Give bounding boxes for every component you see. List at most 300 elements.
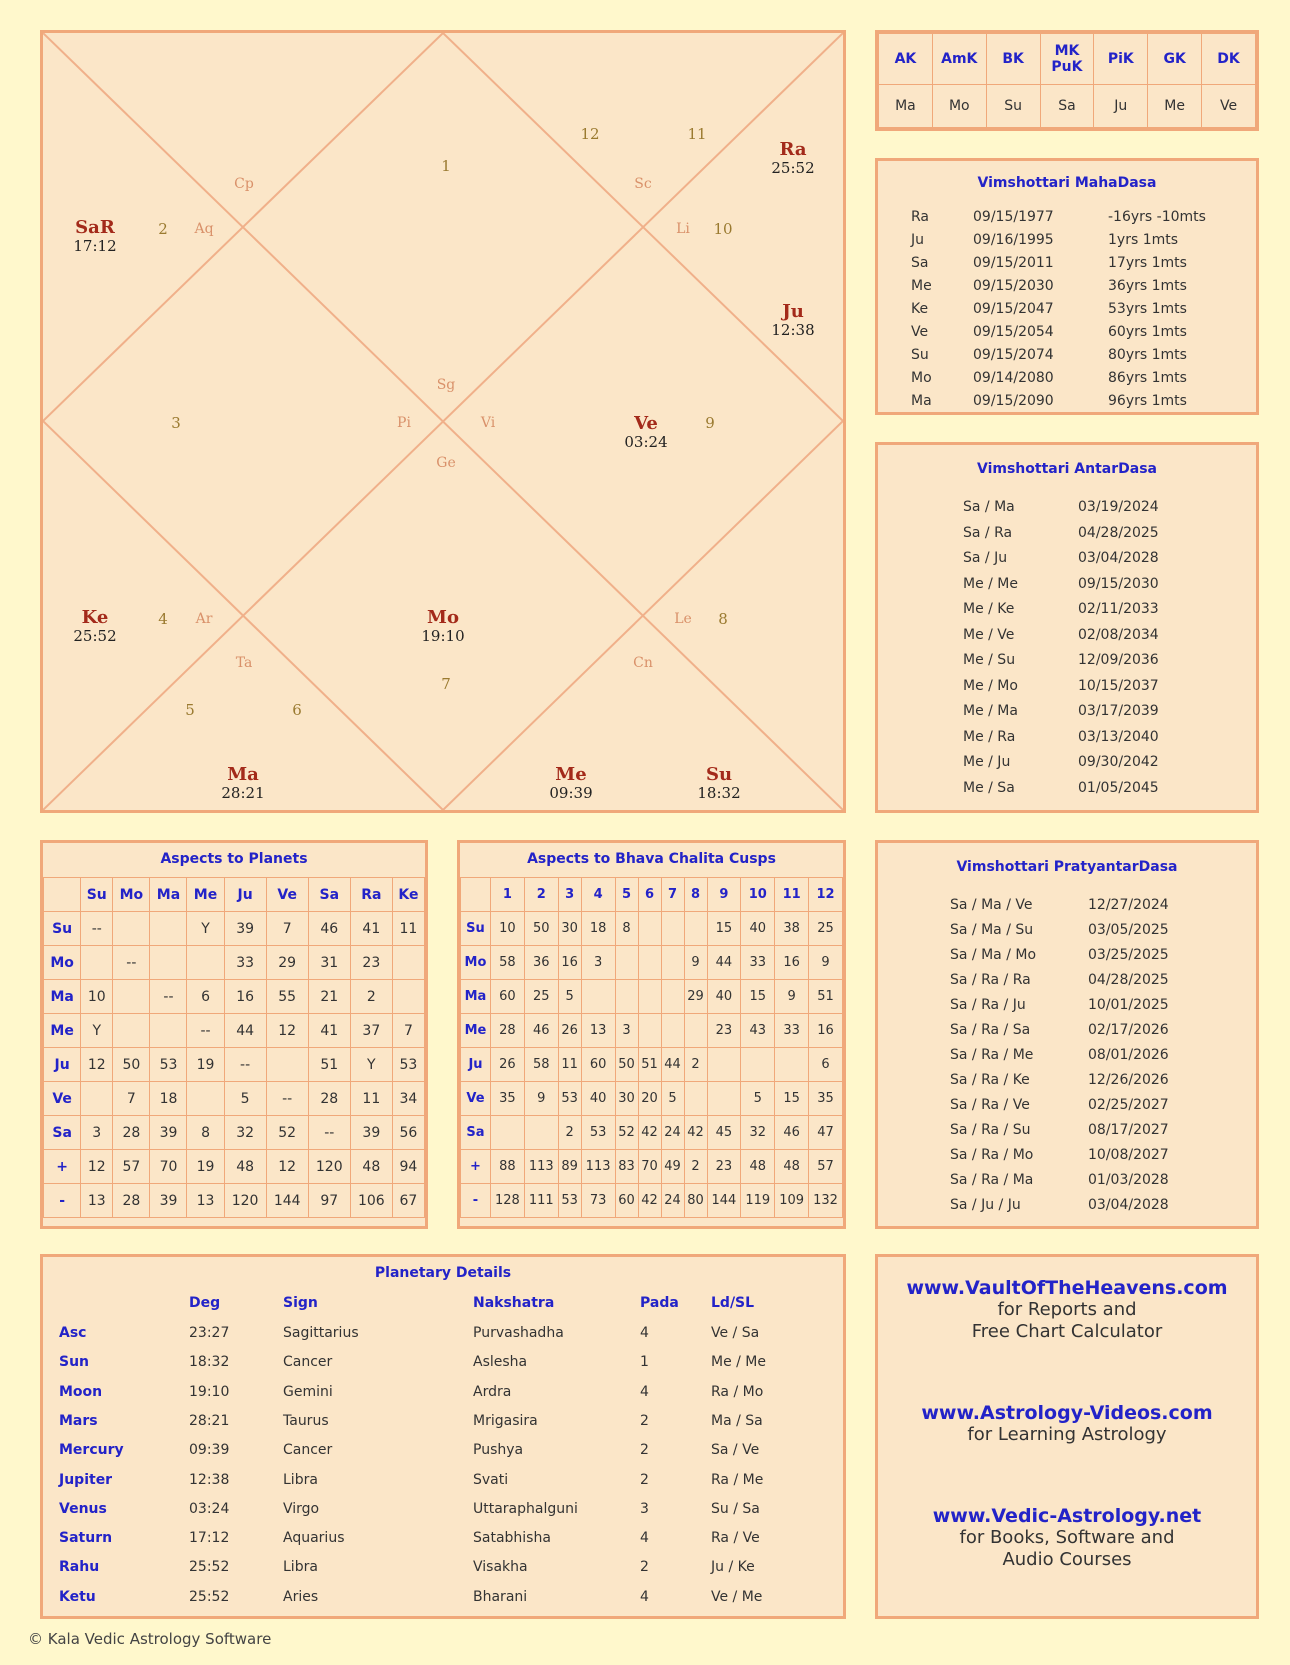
- dasa-cell: Sa / Ma: [963, 499, 1015, 515]
- aspect-value: 9: [775, 980, 809, 1014]
- aspect-value: [615, 980, 638, 1014]
- dasa-cell: Ve: [911, 324, 929, 340]
- aspect-value: 41: [350, 912, 392, 946]
- dasa-row: [878, 703, 1256, 729]
- dasa-cell: Me / Ke: [963, 601, 1015, 617]
- aspect-value: 19: [187, 1150, 224, 1184]
- aspect-value: 5: [741, 1082, 775, 1116]
- dasa-row: [878, 729, 1256, 755]
- dasa-cell: Sa / Ma / Su: [950, 922, 1034, 938]
- aspect-col-header: 9: [707, 878, 741, 912]
- aspect-value: [150, 1014, 187, 1048]
- dasa-row: [878, 232, 1256, 255]
- aspect-row-label: +: [44, 1150, 81, 1184]
- promo-link[interactable]: www.VaultOfTheHeavens.com: [906, 1277, 1228, 1299]
- planet-ma: [221, 766, 264, 802]
- pd-cell: Gemini: [283, 1383, 333, 1400]
- aspect-col-header: 11: [775, 878, 809, 912]
- dasa-row: [878, 922, 1256, 947]
- aspect-value: 15: [707, 912, 741, 946]
- aspect-col-header: 6: [638, 878, 661, 912]
- sign-label: Aq: [194, 221, 214, 237]
- aspect-value: Y: [81, 1014, 113, 1048]
- aspect-value: 6: [187, 980, 224, 1014]
- pd-row: [43, 1472, 843, 1502]
- aspect-value: 144: [266, 1184, 308, 1218]
- aspect-value: 16: [224, 980, 266, 1014]
- dasa-cell: 36yrs 1mts: [1108, 278, 1187, 294]
- house-number: 8: [718, 610, 728, 628]
- aspect-row-label: Mo: [461, 946, 491, 980]
- antardasa-list: [878, 499, 1256, 805]
- pd-cell: Sagittarius: [283, 1325, 359, 1341]
- pd-cell: Visakha: [473, 1559, 528, 1576]
- karaka-header: GK: [1148, 34, 1202, 85]
- aspect-value: 46: [524, 1014, 558, 1048]
- planetary-details-panel: [40, 1254, 846, 1619]
- dasa-row: [878, 997, 1256, 1022]
- dasa-row: [878, 576, 1256, 602]
- aspect-col-header: Ma: [150, 878, 187, 912]
- pd-row: [43, 1325, 843, 1355]
- mahadasa-title: Vimshottari MahaDasa: [977, 175, 1157, 191]
- house-number: 5: [185, 701, 195, 719]
- pd-cell: Uttaraphalguni: [473, 1500, 578, 1517]
- karaka-value: Ju: [1094, 85, 1148, 128]
- aspects-planets-table: [43, 877, 425, 1218]
- karaka-value: Me: [1148, 85, 1202, 128]
- dasa-cell: Sa / Ra / Ve: [950, 1097, 1030, 1113]
- pd-col-header: Pada: [640, 1295, 679, 1311]
- pratyantardasa-title: Vimshottari PratyantarDasa: [956, 859, 1178, 875]
- dasa-cell: 09/15/2054: [973, 324, 1054, 340]
- links-panel: [875, 1254, 1259, 1619]
- dasa-cell: 09/15/2030: [973, 278, 1054, 294]
- aspect-row-label: Ve: [44, 1082, 81, 1116]
- pd-col-header: Nakshatra: [473, 1295, 555, 1311]
- aspect-value: [150, 912, 187, 946]
- dasa-cell: Me / Ra: [963, 728, 1016, 745]
- aspect-value: [684, 912, 707, 946]
- aspect-value: 10: [490, 912, 524, 946]
- aspect-value: 20: [638, 1082, 661, 1116]
- aspect-col-header: 10: [741, 878, 775, 912]
- aspect-value: 8: [615, 912, 638, 946]
- aspect-value: 23: [707, 1150, 741, 1184]
- aspect-value: 13: [187, 1184, 224, 1218]
- aspect-header-row: [44, 878, 425, 912]
- aspect-value: 35: [490, 1082, 524, 1116]
- pd-cell: Taurus: [283, 1412, 329, 1429]
- aspect-value: [150, 946, 187, 980]
- aspect-value: 48: [775, 1150, 809, 1184]
- planet-degree: 28:21: [221, 784, 265, 802]
- dasa-cell: 03/25/2025: [1088, 947, 1169, 963]
- dasa-row: [878, 678, 1256, 704]
- dasa-row: [878, 652, 1256, 678]
- aspect-value: 46: [775, 1116, 809, 1150]
- aspect-value: 57: [113, 1150, 150, 1184]
- aspect-value: 5: [558, 980, 581, 1014]
- dasa-cell: 03/17/2039: [1078, 703, 1159, 719]
- dasa-cell: 01/03/2028: [1088, 1172, 1169, 1188]
- dasa-cell: 96yrs 1mts: [1108, 393, 1187, 409]
- pd-cell: Me / Me: [711, 1354, 767, 1371]
- aspect-value: 40: [581, 1082, 615, 1116]
- aspect-value: [707, 1082, 741, 1116]
- dasa-row: [878, 897, 1256, 922]
- aspect-value: 33: [741, 946, 775, 980]
- karaka-value: Su: [986, 85, 1040, 128]
- dasa-row: [878, 1172, 1256, 1197]
- dasa-cell: Me / Ma: [963, 703, 1018, 719]
- aspect-value: 45: [707, 1116, 741, 1150]
- pd-cell: 4: [640, 1383, 649, 1400]
- dasa-cell: Me / Sa: [963, 779, 1015, 796]
- aspect-value: 37: [350, 1014, 392, 1048]
- dasa-row: [878, 278, 1256, 301]
- aspect-value: [113, 1014, 150, 1048]
- planet-name: Ju: [782, 301, 804, 322]
- promo-link-block: [878, 1402, 1256, 1446]
- dasa-cell: Sa / Ra / Sa: [950, 1022, 1031, 1038]
- aspect-col-header: 7: [661, 878, 684, 912]
- dasa-cell: 10/01/2025: [1088, 997, 1169, 1013]
- dasa-cell: 09/30/2042: [1078, 754, 1159, 770]
- pd-cell: 03:24: [189, 1500, 230, 1517]
- aspect-value: 6: [809, 1048, 843, 1082]
- pd-col-header: Sign: [283, 1295, 318, 1311]
- aspect-value: 9: [809, 946, 843, 980]
- aspects-cusps-title: Aspects to Bhava Chalita Cusps: [527, 851, 776, 867]
- aspect-value: --: [224, 1048, 266, 1082]
- aspect-value: 3: [81, 1116, 113, 1150]
- planet-name: Ve: [634, 413, 658, 434]
- aspect-value: [661, 1014, 684, 1048]
- aspect-value: 16: [558, 946, 581, 980]
- aspect-value: 23: [707, 1014, 741, 1048]
- sign-label: Ta: [235, 655, 253, 671]
- aspect-value: 60: [615, 1184, 638, 1218]
- pd-cell: Libra: [283, 1559, 318, 1576]
- aspect-value: [490, 1116, 524, 1150]
- pd-cell: 2: [640, 1471, 649, 1488]
- aspect-value: 16: [775, 946, 809, 980]
- aspect-value: 42: [638, 1184, 661, 1218]
- pd-cell: 17:12: [189, 1530, 230, 1547]
- pd-cell: 18:32: [189, 1354, 230, 1371]
- aspect-value: 43: [741, 1014, 775, 1048]
- aspect-value: [684, 1014, 707, 1048]
- aspect-value: 12: [81, 1150, 113, 1184]
- karaka-header: AK: [879, 34, 933, 85]
- aspect-value: 2: [684, 1048, 707, 1082]
- aspect-value: 73: [581, 1184, 615, 1218]
- pd-planet: Sun: [59, 1354, 90, 1371]
- aspect-value: 132: [809, 1184, 843, 1218]
- dasa-cell: 12/26/2026: [1088, 1072, 1169, 1088]
- promo-text: for Reports and: [997, 1299, 1137, 1320]
- aspect-value: --: [308, 1116, 350, 1150]
- aspect-value: 15: [775, 1082, 809, 1116]
- aspect-value: 25: [809, 912, 843, 946]
- aspect-value: 7: [392, 1014, 424, 1048]
- aspect-row: [461, 912, 843, 946]
- pd-cell: Ardra: [473, 1383, 512, 1400]
- dasa-cell: 02/17/2026: [1088, 1022, 1169, 1038]
- aspect-row: [44, 1082, 425, 1116]
- dasa-cell: -16yrs -10mts: [1108, 209, 1206, 225]
- aspect-value: 11: [558, 1048, 581, 1082]
- aspect-value: 28: [490, 1014, 524, 1048]
- aspect-value: 128: [490, 1184, 524, 1218]
- aspect-value: 28: [308, 1082, 350, 1116]
- pd-planet: Asc: [59, 1325, 87, 1341]
- aspect-value: 50: [524, 912, 558, 946]
- karaka-value: Ma: [879, 85, 933, 128]
- dasa-cell: 1yrs 1mts: [1108, 232, 1179, 248]
- aspect-value: [638, 912, 661, 946]
- sign-label: Sc: [634, 176, 652, 192]
- dasa-cell: Sa / Ra / Ra: [950, 972, 1031, 988]
- aspect-row: [461, 946, 843, 980]
- aspect-value: 9: [684, 946, 707, 980]
- pd-cell: 2: [640, 1412, 649, 1429]
- aspect-value: 39: [150, 1184, 187, 1218]
- aspect-value: 35: [809, 1082, 843, 1116]
- aspect-row-label: Ju: [44, 1048, 81, 1082]
- aspect-value: 28: [113, 1184, 150, 1218]
- aspect-value: 33: [775, 1014, 809, 1048]
- aspect-row: [44, 912, 425, 946]
- dasa-row: [878, 780, 1256, 806]
- pd-cell: 28:21: [189, 1412, 230, 1429]
- pd-planet: Moon: [59, 1383, 103, 1400]
- pd-cell: 1: [640, 1354, 649, 1371]
- sign-label: Ge: [436, 455, 456, 471]
- pd-cell: Ma / Sa: [711, 1412, 763, 1429]
- house-number: 2: [158, 220, 168, 238]
- promo-link[interactable]: www.Astrology-Videos.com: [921, 1402, 1213, 1424]
- dasa-cell: Ke: [911, 301, 929, 317]
- dasa-row: [878, 627, 1256, 653]
- aspect-value: [392, 980, 424, 1014]
- pd-cell: Ve / Me: [711, 1588, 763, 1605]
- dasa-cell: Sa / Ma / Ve: [950, 897, 1033, 913]
- dasa-cell: Me: [911, 278, 932, 294]
- aspect-value: [638, 1014, 661, 1048]
- aspects-planets-title: Aspects to Planets: [160, 851, 308, 867]
- dasa-cell: Sa / Ma / Mo: [950, 947, 1037, 963]
- pd-cell: Mrigasira: [473, 1412, 538, 1429]
- dasa-cell: 03/05/2025: [1088, 922, 1169, 938]
- aspect-value: 3: [615, 1014, 638, 1048]
- aspect-value: 70: [638, 1150, 661, 1184]
- dasa-row: [878, 209, 1256, 232]
- aspect-value: 44: [707, 946, 741, 980]
- aspect-value: 32: [224, 1116, 266, 1150]
- dasa-cell: Sa / Ra / Mo: [950, 1147, 1034, 1163]
- house-number: 11: [687, 125, 707, 143]
- aspect-value: 48: [350, 1150, 392, 1184]
- aspect-value: 30: [558, 912, 581, 946]
- dasa-cell: 09/15/2090: [973, 393, 1054, 409]
- dasa-row: [878, 1197, 1256, 1222]
- aspect-value: 52: [615, 1116, 638, 1150]
- aspect-col-header: Ju: [224, 878, 266, 912]
- aspect-value: 48: [224, 1150, 266, 1184]
- aspect-value: 29: [266, 946, 308, 980]
- dasa-cell: Sa / Ra: [963, 524, 1013, 541]
- aspect-value: 26: [490, 1048, 524, 1082]
- dasa-cell: 09/15/2074: [973, 347, 1054, 363]
- aspect-value: 83: [615, 1150, 638, 1184]
- aspect-row-label: Ma: [44, 980, 81, 1014]
- aspects-to-cusps-panel: [457, 840, 846, 1229]
- pd-cell: Libra: [283, 1471, 318, 1488]
- aspect-value: 42: [638, 1116, 661, 1150]
- aspect-value: 29: [684, 980, 707, 1014]
- aspect-value: [581, 980, 615, 1014]
- aspect-row: [44, 1116, 425, 1150]
- aspect-value: --: [266, 1082, 308, 1116]
- planet-ju: [771, 303, 814, 339]
- pd-planet: Saturn: [59, 1530, 113, 1547]
- aspect-value: 12: [266, 1150, 308, 1184]
- dasa-cell: 10/15/2037: [1078, 677, 1159, 694]
- aspect-value: 31: [308, 946, 350, 980]
- aspect-row: [461, 1150, 843, 1184]
- aspect-row: [44, 1014, 425, 1048]
- aspect-value: 111: [524, 1184, 558, 1218]
- aspect-value: 13: [81, 1184, 113, 1218]
- aspect-value: 21: [308, 980, 350, 1014]
- aspect-value: 89: [558, 1150, 581, 1184]
- planet-degree: 25:52: [771, 159, 815, 177]
- dasa-row: [878, 1147, 1256, 1172]
- aspect-value: 48: [741, 1150, 775, 1184]
- aspect-value: 88: [490, 1150, 524, 1184]
- aspect-value: --: [150, 980, 187, 1014]
- pd-cell: Ra / Me: [711, 1471, 764, 1488]
- planet-name: Su: [705, 764, 733, 785]
- aspect-value: 23: [350, 946, 392, 980]
- pd-cell: Aquarius: [283, 1530, 345, 1547]
- aspect-value: 47: [809, 1116, 843, 1150]
- aspect-row: [44, 980, 425, 1014]
- aspect-value: 2: [350, 980, 392, 1014]
- aspect-corner: [461, 878, 491, 912]
- aspect-value: 80: [684, 1184, 707, 1218]
- aspect-value: 113: [524, 1150, 558, 1184]
- dasa-cell: Sa / Ra / Su: [950, 1122, 1031, 1138]
- sign-label: Le: [674, 611, 692, 627]
- aspect-value: 8: [187, 1116, 224, 1150]
- dasa-row: [878, 255, 1256, 278]
- pd-cell: Purvashadha: [473, 1325, 564, 1341]
- dasa-row: [878, 1122, 1256, 1147]
- pd-cell: Ju / Ke: [711, 1559, 755, 1576]
- aspect-value: 18: [150, 1082, 187, 1116]
- dasa-cell: 09/15/2047: [973, 301, 1054, 317]
- pd-cell: Ra / Mo: [711, 1383, 764, 1400]
- aspect-row-label: -: [461, 1184, 491, 1218]
- aspect-value: 57: [809, 1150, 843, 1184]
- aspect-value: [266, 1048, 308, 1082]
- dasa-cell: 80yrs 1mts: [1108, 347, 1187, 363]
- aspect-value: Y: [350, 1048, 392, 1082]
- aspect-row: [44, 1150, 425, 1184]
- sign-label: Sg: [436, 377, 456, 393]
- planet-mo: [421, 609, 464, 645]
- aspect-value: 50: [113, 1048, 150, 1082]
- aspect-value: [707, 1048, 741, 1082]
- promo-link-block: [878, 1277, 1256, 1343]
- sign-label: Cp: [234, 176, 254, 192]
- aspect-value: 119: [741, 1184, 775, 1218]
- aspect-value: 42: [684, 1116, 707, 1150]
- dasa-cell: 17yrs 1mts: [1108, 255, 1187, 271]
- pd-cell: 12:38: [189, 1471, 230, 1488]
- aspect-col-header: 1: [490, 878, 524, 912]
- aspect-col-header: 5: [615, 878, 638, 912]
- aspect-value: [615, 946, 638, 980]
- planet-degree: 19:10: [421, 627, 465, 645]
- pd-cell: 19:10: [189, 1383, 230, 1400]
- aspect-value: 5: [661, 1082, 684, 1116]
- aspect-value: 33: [224, 946, 266, 980]
- aspect-value: 109: [775, 1184, 809, 1218]
- aspect-row: [461, 1048, 843, 1082]
- aspect-value: 51: [308, 1048, 350, 1082]
- aspect-value: 50: [615, 1048, 638, 1082]
- aspect-value: 40: [707, 980, 741, 1014]
- dasa-cell: 03/13/2040: [1078, 728, 1159, 745]
- aspect-value: 3: [581, 946, 615, 980]
- dasa-cell: 01/05/2045: [1078, 779, 1159, 796]
- planet-name: Mo: [427, 607, 459, 628]
- aspect-value: 51: [809, 980, 843, 1014]
- sign-label: Vi: [480, 415, 496, 431]
- dasa-cell: Sa / Ju: [963, 550, 1008, 566]
- dasa-cell: 04/28/2025: [1078, 524, 1159, 541]
- aspect-col-header: Mo: [113, 878, 150, 912]
- house-number: 1: [441, 157, 451, 175]
- aspect-value: 38: [775, 912, 809, 946]
- dasa-row: [878, 1022, 1256, 1047]
- house-number: 4: [158, 610, 168, 628]
- planet-name: Me: [555, 764, 587, 785]
- dasa-cell: Sa / Ju / Ju: [950, 1197, 1021, 1213]
- dasa-row: [878, 972, 1256, 997]
- pd-cell: 4: [640, 1325, 649, 1341]
- dasa-cell: Ra: [911, 209, 929, 225]
- dasa-cell: Sa / Ra / Ju: [950, 997, 1026, 1013]
- dasa-row: [878, 601, 1256, 627]
- dasa-row: [878, 1097, 1256, 1122]
- aspect-value: 7: [266, 912, 308, 946]
- aspect-value: 7: [113, 1082, 150, 1116]
- aspect-value: 97: [308, 1184, 350, 1218]
- dasa-row: [878, 324, 1256, 347]
- dasa-cell: 12/09/2036: [1078, 652, 1159, 668]
- aspects-to-planets-panel: [40, 840, 428, 1229]
- aspect-row-label: Mo: [44, 946, 81, 980]
- promo-link[interactable]: www.Vedic-Astrology.net: [932, 1505, 1202, 1527]
- pd-cell: Sa / Ve: [711, 1442, 760, 1459]
- aspect-value: 113: [581, 1150, 615, 1184]
- aspect-row: [461, 1116, 843, 1150]
